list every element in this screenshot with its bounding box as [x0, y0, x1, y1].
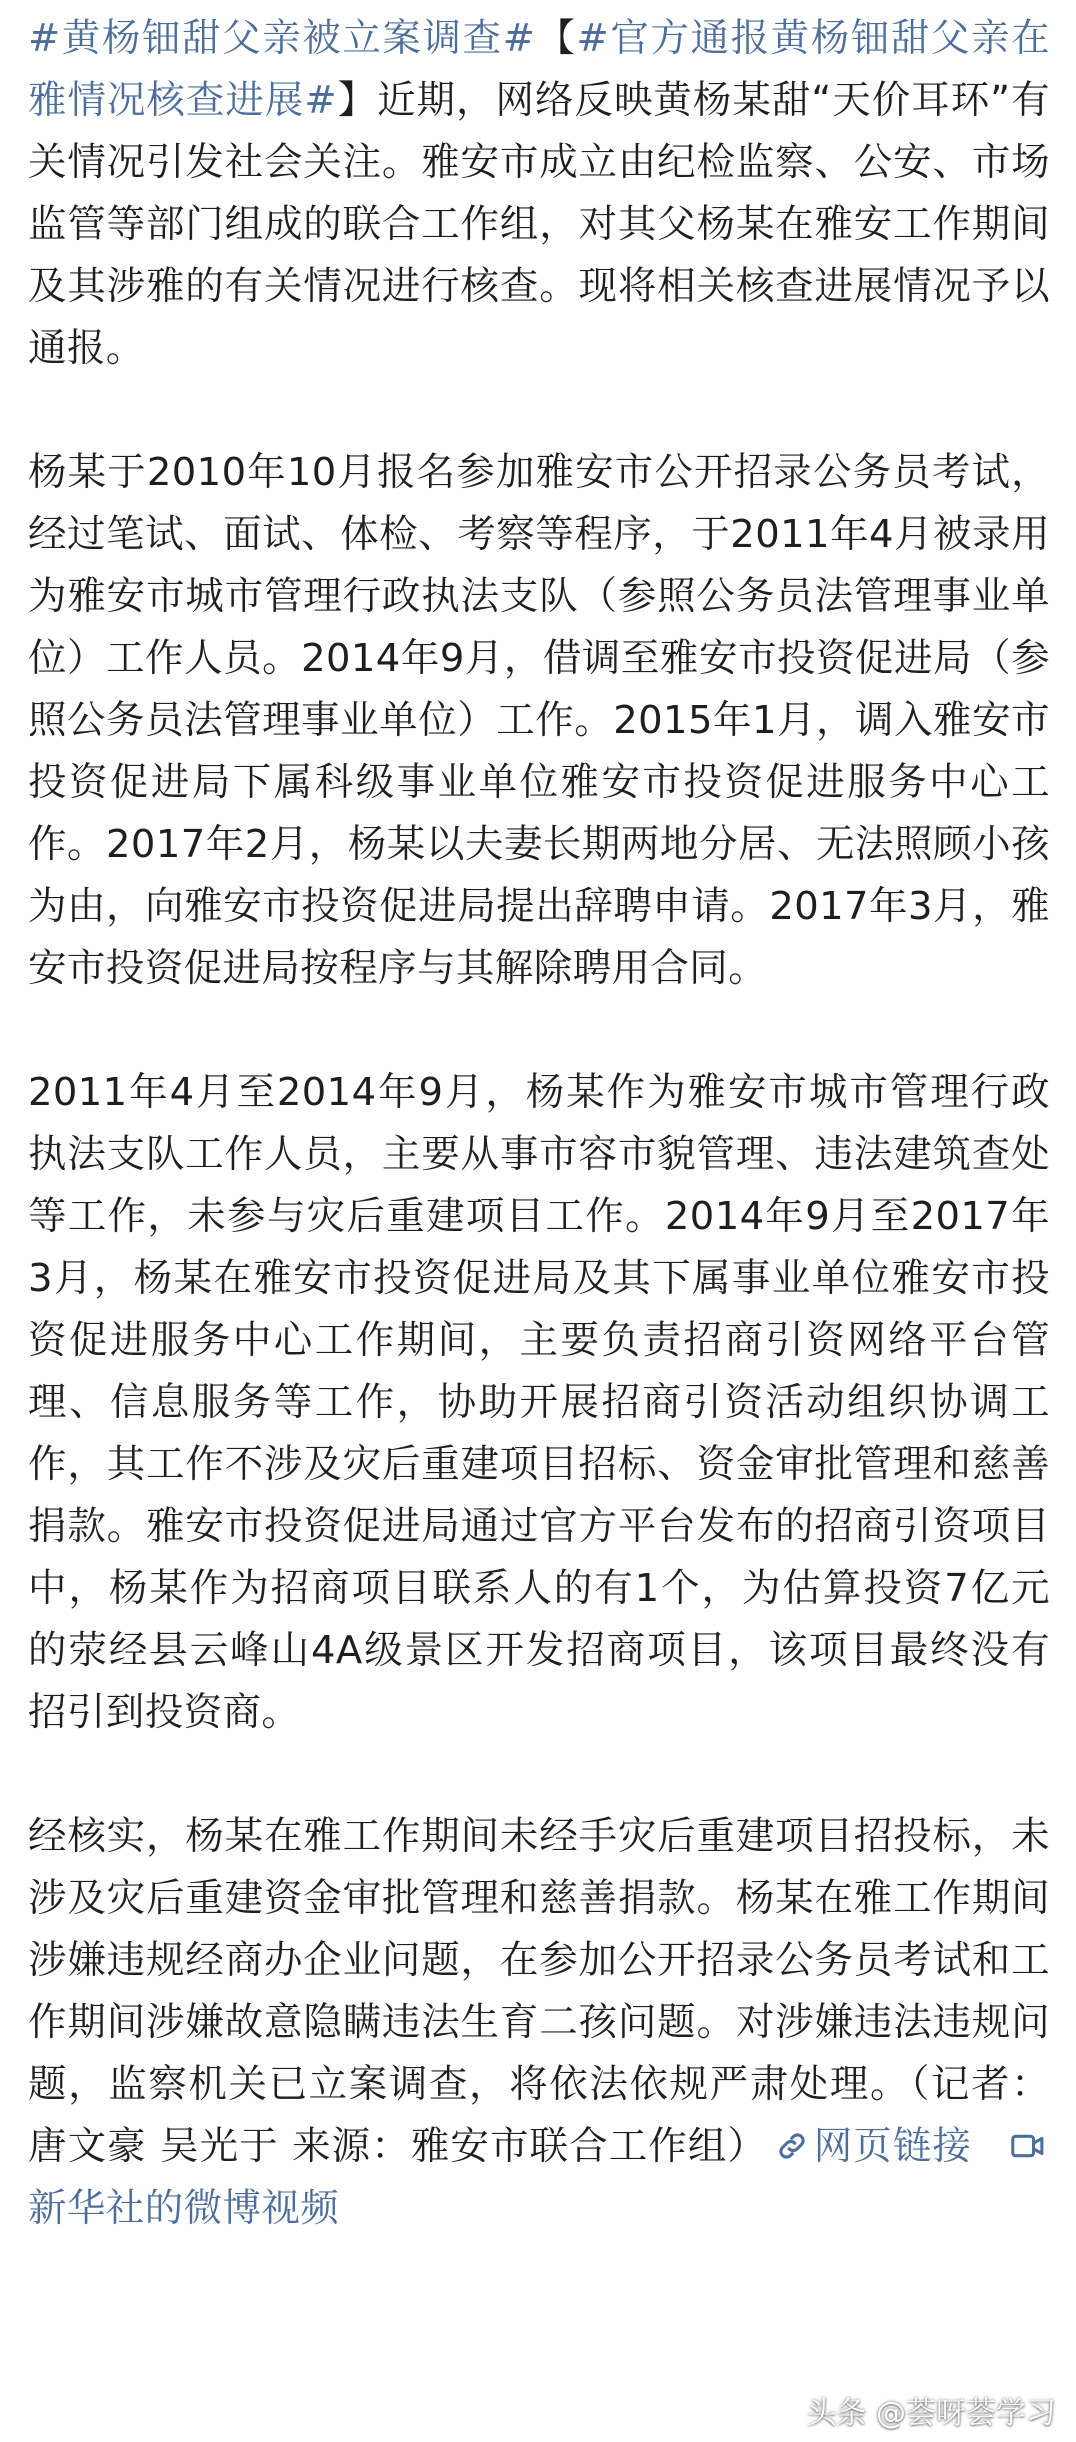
watermark-text: 头条 @荟呀荟学习: [806, 2396, 1056, 2431]
web-link[interactable]: [767, 2124, 972, 2169]
bracket-close: 】: [337, 78, 378, 123]
post-paragraph-3: 2011年4月至2014年9月，杨某作为雅安市城市管理行政执法支队工作人员，主要从事市容市貌管理、违法建筑查处等工作，未参与灾后重建项目工作。2014年9月至2017年3月，杨某在雅安市投资促进局及其下属事业单位雅安市投资促进服务中心工作期间，主要负责招商引资网络平台管理、信息服务等工作，协助开展招商引资活动组织协调工作，其工作不涉及灾后重建项目招标、资金审批管理和慈善捐款。雅安市投资促进局通过官方平台发布的招商引资项目中，杨某作为招商项目联系人的有1个，为估算投资7亿元的荥经县云峰山4A级景区开发招商项目，该项目最终没有招引到投资商。: [28, 1070, 1050, 1735]
link-icon: [775, 2129, 809, 2163]
video-link-label: 新华社的微博视频: [28, 2186, 340, 2231]
bracket-open: 【: [535, 16, 577, 61]
paragraph-1-text: 近期，网络反映黄杨某甜“天价耳环”有关情况引发社会关注。雅安市成立由纪检监察、公安、市场监管等部门组成的联合工作组，对其父杨某在雅安工作期间及其涉雅的有关情况进行核查。现将相关核查进展情况予以通报。: [28, 78, 1050, 371]
post-paragraph-2: 杨某于2010年10月报名参加雅安市公开招录公务员考试，经过笔试、面试、体检、考察等程序，于2011年4月被录用为雅安市城市管理行政执法支队（参照公务员法管理事业单位）工作人员。2014年9月，借调至雅安市投资促进局（参照公务员法管理事业单位）工作。2015年1月，调入雅安市投资促进局下属科级事业单位雅安市投资促进服务中心工作。2017年2月，杨某以夫妻长期两地分居、无法照顾小孩为由，向雅安市投资促进局提出辞聘申请。2017年3月，雅安市投资促进局按程序与其解除聘用合同。: [28, 450, 1050, 991]
hashtag-father-investigated[interactable]: #黄杨钿甜父亲被立案调查#: [28, 16, 536, 61]
web-link-label: 网页链接: [813, 2124, 972, 2169]
video-icon: [1010, 2129, 1046, 2163]
hashtag-official-report[interactable]: #官方通报黄杨钿甜父亲在雅情况核查进展#: [28, 16, 1051, 123]
paragraph-4-text: 经核实，杨某在雅工作期间未经手灾后重建项目招投标，未涉及灾后重建资金审批管理和慈善捐款。杨某在雅工作期间涉嫌违规经商办企业问题，在参加公开招录公务员考试和工作期间涉嫌故意隐瞒违法生育二孩问题。对涉嫌违法违规问题，监察机关已立案调查，将依法依规严肃处理。（记者：唐文豪 吴光于 来源：雅安市联合工作组）: [28, 1814, 1050, 2169]
post-paragraph-4: [28, 1806, 1050, 2240]
post-paragraph-1: [28, 8, 1050, 380]
watermark: [806, 2388, 1056, 2432]
